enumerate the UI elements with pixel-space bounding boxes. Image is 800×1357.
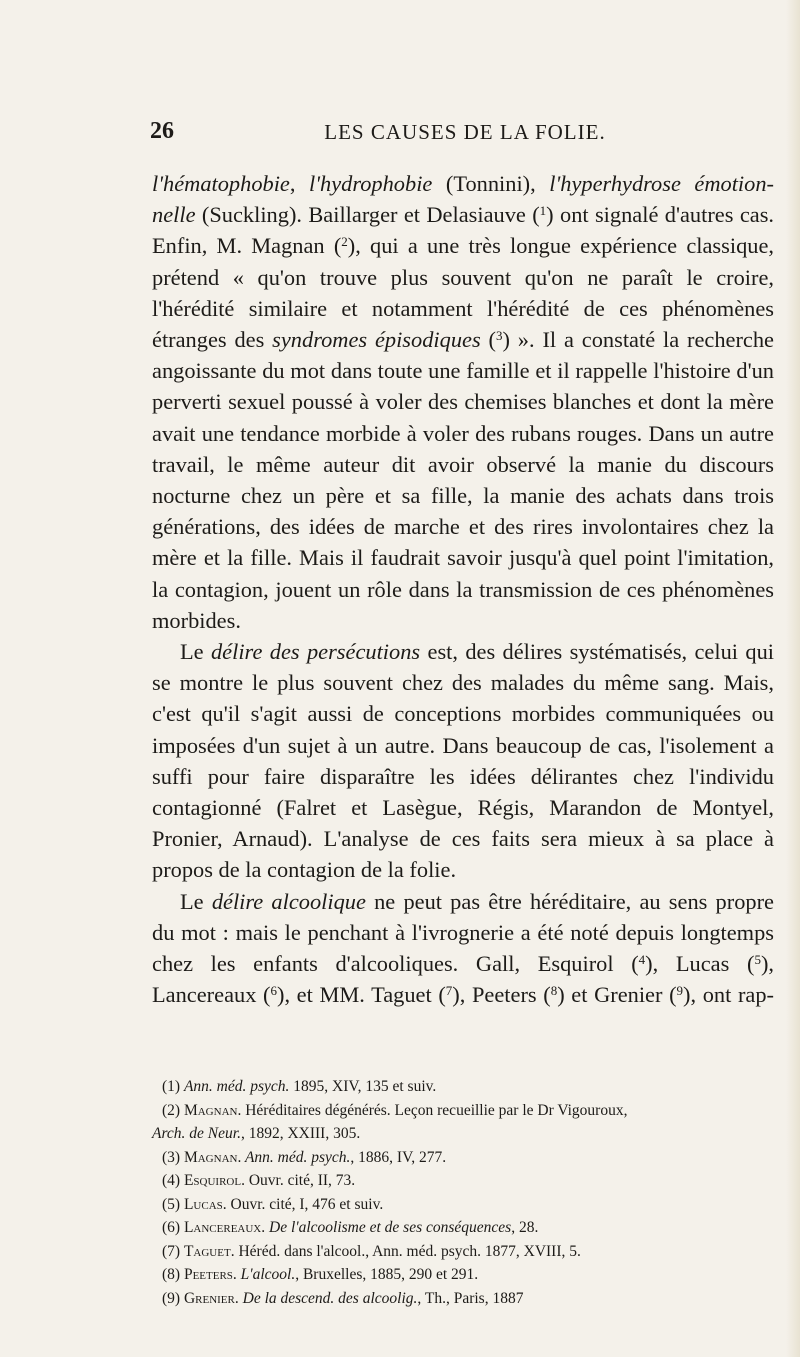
footnote-ref-6: 6 [270, 983, 277, 999]
text-run: (Suckling). Baillarger et Delasiauve ( [195, 202, 540, 228]
footnote: (6) Lancereaux. De l'alcoolisme et de ses conséquences, 28. [162, 1219, 539, 1236]
term-hematophobie: l'hématophobie [152, 171, 290, 196]
text-run: Le [180, 888, 212, 914]
footnote-ref-8: 8 [550, 983, 558, 999]
paragraph-2 [152, 636, 774, 886]
footnote: (5) Lucas. Ouvr. cité, I, 476 et suiv. [162, 1195, 384, 1213]
term-syndromes-episodiques: syndromes épisodiques [272, 327, 481, 353]
term-delire-persecutions: délire des persécutions [210, 639, 421, 665]
text-run: , [289, 171, 309, 196]
running-title: LES CAUSES DE LA FOLIE. [324, 120, 606, 144]
text-run: ( [480, 327, 496, 353]
text-run: ), Lucas ( [645, 951, 755, 977]
text-run: ) ont signalé d'autres cas. Enfin, M. Magnan ( [152, 202, 775, 259]
footnotes [152, 1075, 778, 1310]
footnote: (8) Peeters. L'alcool., Bruxelles, 1885, 290 et 291. [162, 1266, 479, 1283]
paragraph-1 [152, 168, 774, 636]
footnote: (4) Esquirol. Ouvr. cité, II, 73. [162, 1172, 356, 1189]
footnote: (3) Magnan. Ann. méd. psych., 1886, IV, 277. [162, 1148, 447, 1166]
text-run: ) ». Il a constaté la recherche angoissante du mot dans toute une famille et il rappelle l'histoire d'un perverti sexuel poussé à voler des chemises blanches et dont la mère avait une tendance morbide à voler des rubans rouges. Dans un autre travail, le même auteur dit avoir observé la manie du discours nocturne chez un père et sa fille, la manie des achats dans trois générations, des idées de marche et des rires involontaires chez la mère et la fille. Mais il faudrait savoir jusqu'à quel point l'imitation, la contagion, jouent un rôle dans la transmission de ces phénomènes morbides. [152, 327, 774, 633]
footnote: (1) Ann. méd. psych. 1895, XIV, 135 et suiv. [162, 1078, 437, 1095]
paragraph-3 [152, 886, 774, 1011]
footnote-ref-1: 1 [539, 203, 547, 219]
text-run: (Tonnini), [432, 171, 550, 196]
footnote-ref-9: 9 [676, 983, 684, 999]
text-run: ), qui a une très longue expérience classique, prétend « qu'on trouve plus souvent qu'on ne paraît le croire, l'hérédité similaire et notamment l'hérédité de ces phénomènes étranges des [152, 233, 774, 353]
page-number: 26 [150, 118, 174, 144]
footnote-continuation: Arch. de Neur., 1892, XXIII, 305. [152, 1125, 361, 1142]
main-text [152, 168, 774, 1010]
text-run: ), Lancereaux ( [152, 951, 774, 1008]
text-run: ), et MM. Taguet ( [277, 982, 446, 1008]
footnote: (7) Taguet. Héréd. dans l'alcool., Ann. méd. psych. 1877, XVIII, 5. [162, 1242, 581, 1260]
footnote: (9) Grenier. De la descend. des alcoolig., Th., Paris, 1887 [162, 1289, 524, 1307]
text-run: ), ont rap- [683, 982, 774, 1008]
text-run: ), Peeters ( [452, 982, 551, 1008]
text-run: Le [180, 639, 211, 665]
footnote: (2) Magnan. Héréditaires dégénérés. Leçon recueillie par le Dr Vigouroux, [162, 1101, 628, 1119]
text-run: ne peut pas être héréditaire, au sens propre du mot : mais le penchant à l'ivrognerie a été noté depuis longtemps chez les enfants d'alcooliques. Gall, Esquirol ( [152, 888, 774, 977]
text-run: est, des délires systématisés, celui qui se montre le plus souvent chez des malades du même sang. Mais, c'est qu'il s'agit aussi de conceptions morbides communiquées ou imposées d'un sujet à un autre. Dans beaucoup de cas, l'isolement a suffi pour faire disparaître les idées délirantes chez l'individu contagionné (Falret et Lasègue, Régis, Marandon de Montyel, Pronier, Arnaud). L'analyse de ces faits sera mieux à sa place à propos de la contagion de la folie. [152, 639, 774, 883]
footnote-ref-7: 7 [445, 983, 453, 999]
text-run: ) et Grenier ( [557, 982, 677, 1008]
term-delire-alcoolique: délire alcoolique [211, 888, 366, 914]
term-hyperhydrose: l'hyperhydrose émotion-nelle [152, 171, 775, 228]
page-header [150, 118, 770, 152]
page-edge-shadow [786, 0, 800, 1357]
term-hydrophobie: l'hydrophobie [309, 171, 433, 196]
footnote-ref-4: 4 [638, 952, 646, 968]
footnote-ref-5: 5 [754, 952, 761, 968]
footnote-ref-2: 2 [341, 234, 348, 250]
footnote-ref-3: 3 [496, 328, 503, 344]
